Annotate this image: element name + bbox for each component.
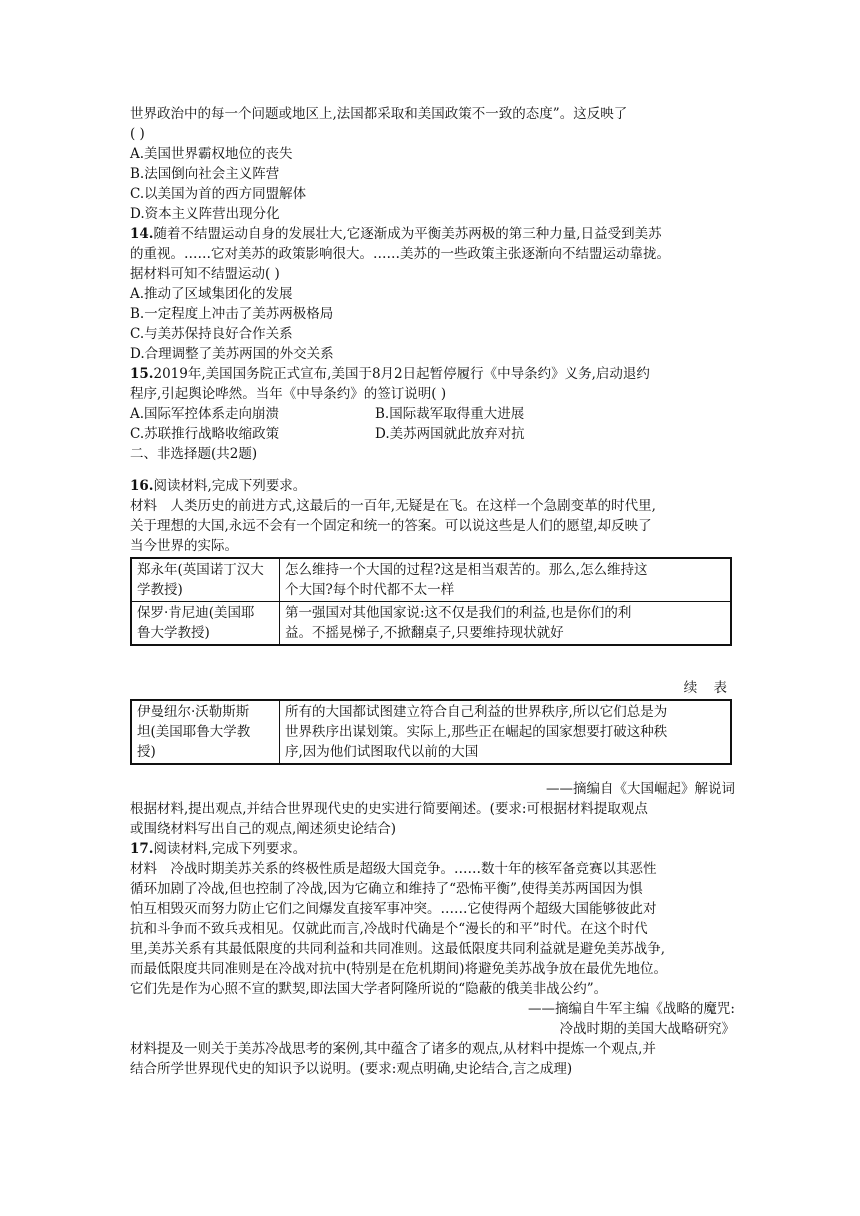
section-heading: 二、非选择题(共2题) [130, 446, 258, 462]
q14-option-d: D.合理调整了美苏两国的外交关系 [130, 346, 334, 362]
q16-material-label: 材料 [130, 498, 157, 514]
q15-options-row2 [130, 424, 735, 444]
table-row [131, 558, 731, 602]
q17-intro: 17.阅读材料,完成下列要求。 [130, 841, 307, 857]
q17-material-line6: 而最低限度共同准则是在冷战对抗中(特别是在危机期间)将避免美苏战争放在最优先地位。 [130, 961, 668, 977]
q17-source-line1: ——摘编自牛军主编《战略的魔咒: [527, 1001, 735, 1017]
q15-option-c: C.苏联推行战略收缩政策 [130, 426, 280, 442]
q17-material-line3: 怕互相毁灭而努力防止它们之间爆发直接军事冲突。……它使得两个超级大国能够彼此对 [130, 901, 657, 917]
q14-option-b: B.一定程度上冲击了美苏两极格局 [130, 306, 334, 322]
q16-quote-table [130, 557, 732, 646]
q16-requirement-line1: 根据材料,提出观点,并结合世界现代史的史实进行简要阐述。(要求:可根据材料提取观点 [130, 801, 648, 817]
q16-intro: 16.阅读材料,完成下列要求。 [130, 478, 307, 494]
q15-number: 15. [130, 366, 154, 382]
q16-number: 16. [130, 478, 154, 494]
q15-option-d: D.美苏两国就此放弃对抗 [375, 426, 525, 442]
q15-stem-line1: 15.2019年,美国国务院正式宣布,美国于8月2日起暂停履行《中导条约》义务,启动退约 [130, 366, 650, 382]
table-cell-quote: 第一强国对其他国家说:这不仅是我们的利益,也是你们的利 益。不摇晃梯子,不掀翻桌子,只要维持现状就好 [280, 602, 732, 646]
q13-option-c: C.以美国为首的西方同盟解体 [130, 186, 307, 202]
q17-material-line7: 它们先是作为心照不宣的默契,即法国大学者阿隆所说的“隐蔽的俄美非战公约”。 [130, 981, 608, 997]
q17-material-label: 材料 [130, 861, 157, 877]
table-continued-label: 续 表 [683, 680, 733, 696]
q13-option-a: A.美国世界霸权地位的丧失 [130, 146, 293, 162]
q15-option-a: A.国际军控体系走向崩溃 [130, 406, 280, 422]
q13-option-d: D.资本主义阵营出现分化 [130, 206, 280, 222]
table-row [131, 700, 731, 764]
q13-stem-line: 世界政治中的每一个问题或地区上,法国都采取和美国政策不一致的态度”。这反映了 [130, 106, 628, 122]
q13-answer-paren: ( ) [130, 126, 145, 142]
exam-page [130, 104, 735, 1079]
q14-stem-line2: 的重视。……它对美苏的政策影响很大。……美苏的一些政策主张逐渐向不结盟运动靠拢。 [130, 246, 670, 262]
q13-option-b: B.法国倒向社会主义阵营 [130, 166, 280, 182]
q16-material-line3: 当今世界的实际。 [130, 538, 238, 554]
q16-material-line1: 材料 人类历史的前进方式,这最后的一百年,无疑是在飞。在这样一个急剧变革的时代里, [130, 498, 656, 514]
q17-material-line5: 里,美苏关系有其最低限度的共同利益和共同准则。这最低限度共同利益就是避免美苏战争, [130, 941, 666, 957]
q17-material-line2: 循环加剧了冷战,但也控制了冷战,因为它确立和维持了“恐怖平衡”,使得美苏两国因为惧 [130, 881, 643, 897]
table-cell-speaker: 郑永年(英国诺丁汉大 学教授) [131, 558, 280, 602]
q17-material-line4: 抗和斗争而不致兵戎相见。仅就此而言,冷战时代确是个“漫长的和平”时代。在这个时代 [130, 921, 648, 937]
q14-option-c: C.与美苏保持良好合作关系 [130, 326, 293, 342]
table-row [131, 602, 731, 646]
q15-stem-line2: 程序,引起舆论哗然。当年《中导条约》的签订说明( ) [130, 386, 447, 402]
table-cell-speaker: 保罗·肯尼迪(美国耶 鲁大学教授) [131, 602, 280, 646]
q15-options-row1 [130, 404, 735, 424]
q17-number: 17. [130, 841, 154, 857]
q17-requirement-line1: 材料提及一则关于美苏冷战思考的案例,其中蕴含了诸多的观点,从材料中提炼一个观点,并 [130, 1041, 656, 1057]
table-cell-quote: 所有的大国都试图建立符合自己利益的世界秩序,所以它们总是为 世界秩序出谋划策。实际上,那些正在崛起的国家想要打破这种秩 序,因为他们试图取代以前的大国 [280, 700, 732, 764]
q15-option-b: B.国际裁军取得重大进展 [375, 406, 525, 422]
q14-option-a: A.推动了区域集团化的发展 [130, 286, 293, 302]
q14-number: 14. [130, 226, 154, 242]
q17-source-line2: 冷战时期的美国大战略研究》 [559, 1021, 735, 1037]
q16-quote-table-continued [130, 699, 732, 765]
table-cell-speaker: 伊曼纽尔·沃勒斯斯 坦(美国耶鲁大学教 授) [131, 700, 280, 764]
q17-material-line1: 材料 冷战时期美苏关系的终极性质是超级大国竞争。……数十年的核军备竞赛以其恶性 [130, 861, 657, 877]
q16-material-line2: 关于理想的大国,永远不会有一个固定和统一的答案。可以说这些是人们的愿望,却反映了 [130, 518, 652, 534]
table-cell-quote: 怎么维持一个大国的过程?这是相当艰苦的。那么,怎么维持这 个大国?每个时代都不太一样 [280, 558, 732, 602]
q17-requirement-line2: 结合所学世界现代史的知识予以说明。(要求:观点明确,史论结合,言之成理) [130, 1061, 573, 1077]
q14-stem-line1: 14.随着不结盟运动自身的发展壮大,它逐渐成为平衡美苏两极的第三种力量,日益受到美苏 [130, 226, 662, 242]
q14-stem-line3: 据材料可知不结盟运动( ) [130, 266, 280, 282]
q16-source: ——摘编自《大国崛起》解说词 [546, 781, 735, 797]
q16-requirement-line2: 或围绕材料写出自己的观点,阐述须史论结合) [130, 821, 397, 837]
